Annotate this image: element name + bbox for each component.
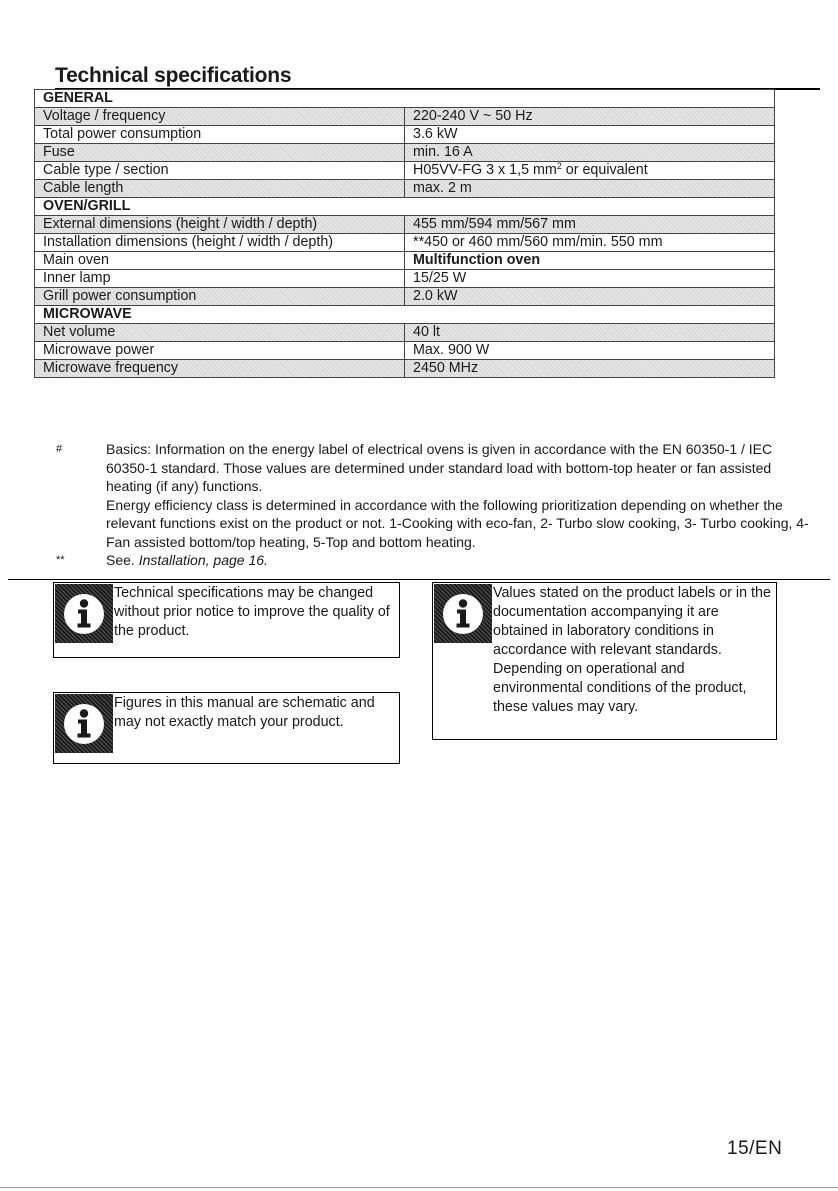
- table-row: [35, 144, 775, 162]
- spec-value: Multifunction oven: [405, 252, 775, 270]
- spec-value: Max. 900 W: [405, 342, 775, 360]
- page-number: 15/EN: [727, 1138, 783, 1159]
- spec-label: Inner lamp: [35, 270, 405, 288]
- footnote-hash: [34, 440, 814, 496]
- spec-label: Total power consumption: [35, 126, 405, 144]
- info-text: Values stated on the product labels or in the documentation accompanying it are obtained in laboratory conditions in accordance with relevant standards. Depending on operational and environmental conditions of the product, these values may vary.: [493, 585, 771, 715]
- spec-label: Net volume: [35, 324, 405, 342]
- table-row: [35, 360, 775, 378]
- footnote-mark: **: [56, 554, 65, 566]
- spec-value: min. 16 A: [405, 144, 775, 162]
- section-heading: MICROWAVE: [35, 306, 775, 324]
- spec-value: **450 or 460 mm/560 mm/min. 550 mm: [405, 234, 775, 252]
- superscript: 2: [556, 161, 562, 171]
- footnotes: [34, 440, 814, 570]
- page-title: Technical specifications: [55, 64, 820, 90]
- spec-value: 15/25 W: [405, 270, 775, 288]
- section-row-oven: [35, 198, 775, 216]
- spec-label: Grill power consumption: [35, 288, 405, 306]
- section-heading: OVEN/GRILL: [35, 198, 775, 216]
- cable-value-suffix: or equivalent: [561, 162, 648, 178]
- spec-label: Microwave frequency: [35, 360, 405, 378]
- table-row: [35, 324, 775, 342]
- info-icon: [55, 694, 113, 753]
- spec-label: Cable type / section: [35, 162, 405, 180]
- cable-value: H05VV-FG 3 x 1,5 mm: [413, 162, 557, 178]
- info-icon: [55, 584, 113, 643]
- spec-label: Main oven: [35, 252, 405, 270]
- table-row: [35, 126, 775, 144]
- table-row: [35, 108, 775, 126]
- footnote-mark: #: [56, 443, 63, 455]
- spec-value: 40 lt: [405, 324, 775, 342]
- spec-label: Cable length: [35, 180, 405, 198]
- spec-value: 2450 MHz: [405, 360, 775, 378]
- spec-value: max. 2 m: [405, 180, 775, 198]
- spec-label: Microwave power: [35, 342, 405, 360]
- table-row: [35, 270, 775, 288]
- spec-value: 2.0 kW: [405, 288, 775, 306]
- info-icon: [434, 584, 492, 643]
- table-row: [35, 216, 775, 234]
- spec-label: Voltage / frequency: [35, 108, 405, 126]
- footnote-text: See.: [106, 552, 139, 568]
- spec-label: External dimensions (height / width / depth): [35, 216, 405, 234]
- table-row: [35, 342, 775, 360]
- footnote-star: [34, 551, 814, 570]
- footnote-text: Energy efficiency class is determined in accordance with the following prioritization depending on whether the relevant functions exist on the product or not. 1-Cooking with eco-fan, 2- Turbo slow cooking, 3- Turbo cooking, 4- Fan assisted bottom/top heating, 5-Top and bottom heating.: [106, 496, 809, 550]
- info-box-spec-change: [53, 582, 400, 658]
- spec-value: 220-240 V ~ 50 Hz: [405, 108, 775, 126]
- table-row: [35, 288, 775, 306]
- cross-reference-link[interactable]: Installation, page 16.: [138, 552, 268, 568]
- table-row: [35, 234, 775, 252]
- info-text: Technical specifications may be changed without prior notice to improve the quality of the product.: [114, 585, 390, 639]
- spec-table: [34, 89, 775, 378]
- info-box-values: [432, 582, 777, 740]
- footnote-text: Basics: Information on the energy label of electrical ovens is given in accordance with the EN 60350-1 / IEC 60350-1 standard. Those values are determined under standard load with bottom-top heater or fan assisted heating (if any) functions.: [106, 441, 773, 494]
- page-bottom-rule: [0, 1187, 838, 1188]
- section-divider: [8, 579, 830, 580]
- section-row-general: [35, 90, 775, 108]
- spec-value: 3.6 kW: [405, 126, 775, 144]
- info-box-figures: [53, 692, 400, 764]
- table-row: [35, 252, 775, 270]
- table-row: [35, 162, 775, 180]
- table-row: [35, 180, 775, 198]
- spec-value: [405, 162, 775, 180]
- section-row-microwave: [35, 306, 775, 324]
- spec-label: Fuse: [35, 144, 405, 162]
- spec-label: Installation dimensions (height / width / depth): [35, 234, 405, 252]
- footnote-hash-continued: [34, 496, 814, 552]
- spec-value: 455 mm/594 mm/567 mm: [405, 216, 775, 234]
- section-heading: GENERAL: [35, 90, 775, 108]
- info-text: Figures in this manual are schematic and may not exactly match your product.: [114, 695, 375, 730]
